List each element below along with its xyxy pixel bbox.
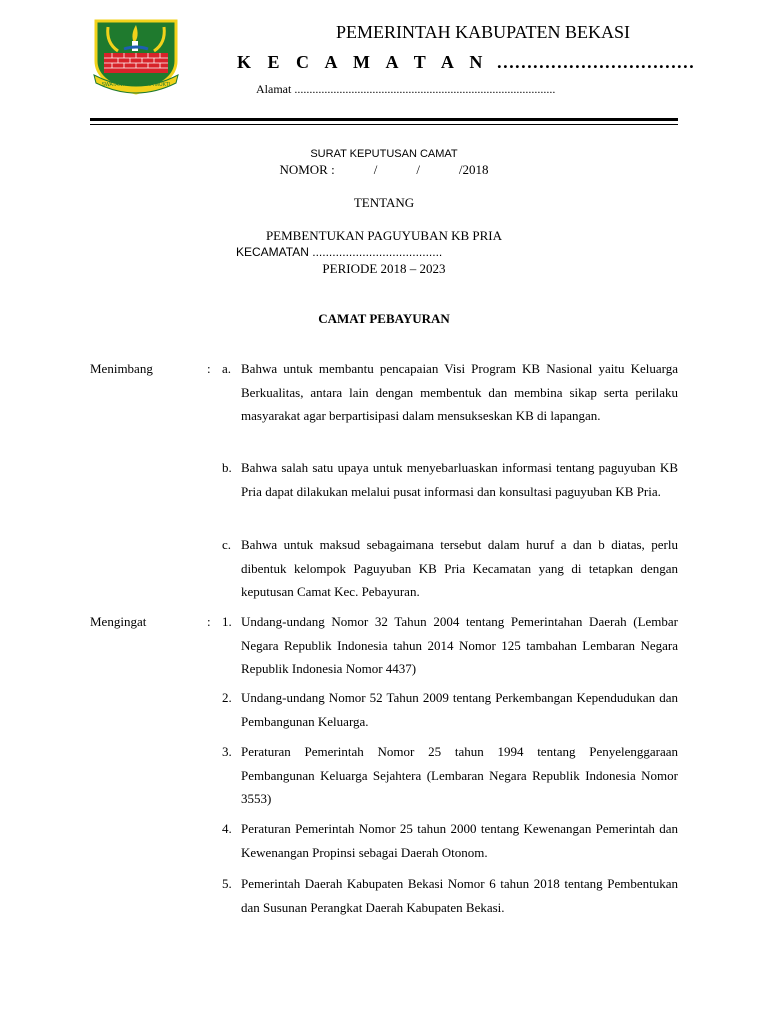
list-item-text: Undang-undang Nomor 32 Tahun 2004 tentang Pemerintahan Daerah (Lembar Negara Republik Indonesia tahun 2014 Nomor 125 tambahan Lembaran Negara Republik Indonesia Nomor 4437) xyxy=(241,614,678,676)
list-marker: 1. xyxy=(222,614,232,629)
document-nomor: NOMOR : / / /2018 xyxy=(279,162,489,177)
mengingat-label: Mengingat xyxy=(90,614,147,629)
mengingat-item-5 xyxy=(222,872,678,919)
list-item-text: Undang-undang Nomor 52 Tahun 2009 tentang Perkembangan Kependudukan dan Pembangunan Keluarga. xyxy=(241,690,678,729)
kabupaten-bekasi-logo xyxy=(90,17,182,97)
header-divider-thick xyxy=(90,118,678,121)
document-camat: CAMAT PEBAYURAN xyxy=(318,311,450,326)
alamat-label: Alamat xyxy=(256,82,292,96)
list-marker: 5. xyxy=(222,876,232,891)
list-item-text: Peraturan Pemerintah Nomor 25 tahun 1994 tentang Penyelenggaraan Pembangunan Keluarga Sejahtera (Lembaran Negara Republik Indonesia Nomor 3553) xyxy=(241,744,678,806)
list-marker: a. xyxy=(222,361,232,376)
list-item-text: Bahwa untuk membantu pencapaian Visi Program KB Nasional yaitu Keluarga Berkualitas, antara lain dengan membentuk dan membina sikap serta perilaku masyarakat agar berpartisipasi dalam mensukseskan KB di lapangan. xyxy=(241,361,678,423)
list-marker: 4. xyxy=(222,821,232,836)
document-subject-line2: KECAMATAN ....................................... xyxy=(236,245,443,259)
mengingat-colon: : xyxy=(207,614,211,629)
menimbang-item-b xyxy=(222,456,678,503)
menimbang-item-c xyxy=(222,533,678,604)
document-periode: PERIODE 2018 – 2023 xyxy=(322,261,446,276)
mengingat-item-3 xyxy=(222,740,678,811)
document-subject-line1: PEMBENTUKAN PAGUYUBAN KB PRIA xyxy=(265,228,503,243)
list-marker: b. xyxy=(222,460,232,475)
svg-text:SWATANTRA WIBAWA MUKTI: SWATANTRA WIBAWA MUKTI xyxy=(101,82,171,88)
kecamatan-label: K E C A M A T A N xyxy=(237,52,489,72)
menimbang-colon: : xyxy=(207,361,211,376)
kecamatan-dots: …………………………… xyxy=(496,52,695,72)
letterhead-kecamatan xyxy=(237,50,694,74)
menimbang-label: Menimbang xyxy=(90,361,153,376)
mengingat-item-4 xyxy=(222,817,678,864)
list-marker: 3. xyxy=(222,744,232,759)
document-heading: SURAT KEPUTUSAN CAMAT xyxy=(310,148,458,160)
list-marker: 2. xyxy=(222,690,232,705)
letterhead-alamat xyxy=(256,81,555,97)
letterhead-title: PEMERINTAH KABUPATEN BEKASI xyxy=(336,22,630,42)
list-item-text: Bahwa salah satu upaya untuk menyebarluaskan informasi tentang paguyuban KB Pria dapat dilakukan melalui pusat informasi dan konsultasi paguyuban KB Pria. xyxy=(241,460,678,499)
list-item-text: Peraturan Pemerintah Nomor 25 tahun 2000 tentang Kewenangan Pemerintah dan Kewenangan Propinsi sebagai Daerah Otonom. xyxy=(241,821,678,860)
alamat-dots: ....................................................................................... xyxy=(294,82,556,96)
list-marker: c. xyxy=(222,537,232,552)
list-item-text: Pemerintah Daerah Kabupaten Bekasi Nomor 6 tahun 2018 tentang Pembentukan dan Susunan Perangkat Daerah Kabupaten Bekasi. xyxy=(241,876,678,915)
mengingat-item-1 xyxy=(222,610,678,681)
document-tentang: TENTANG xyxy=(353,195,415,210)
menimbang-item-a xyxy=(222,357,678,428)
header-divider-thin xyxy=(90,124,678,125)
mengingat-item-2 xyxy=(222,686,678,733)
list-item-text: Bahwa untuk maksud sebagaimana tersebut dalam huruf a dan b diatas, perlu dibentuk kelompok Paguyuban KB Pria Kecamatan yang di tetapkan dengan keputusan Camat Kec. Pebayuran. xyxy=(241,537,678,599)
